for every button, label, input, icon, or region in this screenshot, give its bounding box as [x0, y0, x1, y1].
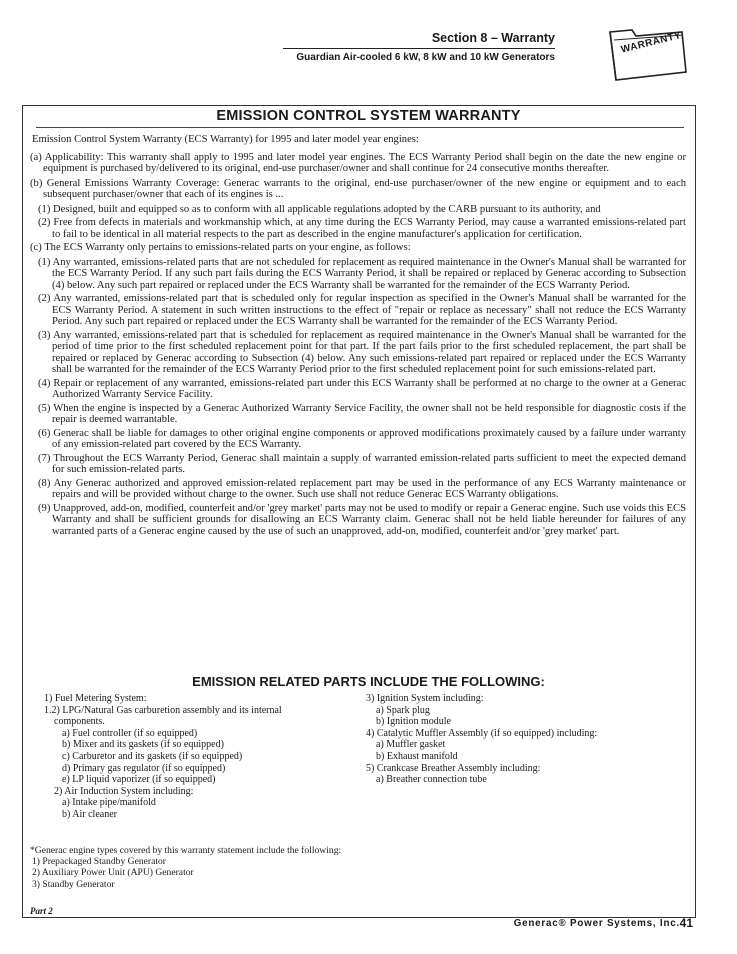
warranty-paragraph: (2) Any warranted, emissions-related part that is scheduled only for regular inspection as specified in the Owner's Manual shall be warranted for the ECS Warranty Period. A statement in such written instructions to the effect of "repair or replace as necessary" shall not reduce the ECS Warranty Period. Any such part repaired or replaced under the ECS Warranty shall be warranted for the remainder of the ECS Warranty Period. — [38, 293, 686, 327]
warranty-paragraph: (1) Designed, built and equipped so as to conform with all applicable regulations adopted by the CARB pursuant to its authority, and — [38, 203, 601, 215]
parts-list-item: b) Exhaust manifold — [376, 750, 458, 762]
parts-list-item: 2) Air Induction System including: — [54, 785, 194, 797]
warranty-paragraph: (9) Unapproved, add-on, modified, counterfeit and/or 'grey market' parts may not be used to modify or repair a Generac engine. Such use voids this ECS Warranty and shall be sufficient grounds for disallowing an ECS Warranty claim. Generac shall not be held liable hereunder for failures of any warranted parts of a Generac engine caused by the use of such an unapproved, add-on, modified, counterfeit and/or 'grey market' part. — [38, 502, 686, 537]
parts-list-item: 4) Catalytic Muffler Assembly (if so equipped) including: — [366, 727, 598, 739]
warranty-paragraph: (8) Any Generac authorized and approved emission-related replacement part may be used in the performance of any ECS Warranty maintenance or repairs and will be provided without charge to the owner. Such use shall not reduce Generac ECS Warranty obligations. — [38, 477, 686, 500]
parts-list-item: b) Air cleaner — [62, 808, 117, 820]
footer-company: Generac® Power Systems, Inc. — [513, 918, 680, 929]
section-subtitle: Guardian Air-cooled 6 kW, 8 kW and 10 kW Generators — [296, 52, 555, 63]
warranty-paragraph: (6) Generac shall be liable for damages to other original engine components or approved modifications proximately caused by a failure under warranty of any emission-related part covered by the ECS Warranty. — [38, 427, 686, 450]
engine-type-item: 2) Auxiliary Power Unit (APU) Generator — [32, 867, 194, 879]
section-title: Section 8 – Warranty — [431, 31, 555, 45]
warranty-paragraph: (5) When the engine is inspected by a Generac Authorized Warranty Service Facility, the owner shall not be held responsible for diagnostic costs if the repair is deemed warrantable. — [38, 402, 686, 425]
warranty-paragraph: (c) The ECS Warranty only pertains to emissions-related parts on your engine, as follows: — [30, 242, 411, 253]
parts-list-item: d) Primary gas regulator (if so equipped) — [62, 762, 226, 774]
engine-type-item: 3) Standby Generator — [32, 878, 115, 890]
engine-types — [30, 845, 670, 890]
parts-heading: EMISSION RELATED PARTS INCLUDE THE FOLLOWING: — [192, 674, 545, 689]
parts-list-item: 3) Ignition System including: — [366, 693, 484, 704]
section-title-underline — [283, 48, 555, 49]
parts-list-item: c) Carburetor and its gaskets (if so equipped) — [62, 750, 243, 762]
warranty-intro: Emission Control System Warranty (ECS Warranty) for 1995 and later model year engines: — [32, 134, 419, 145]
engine-type-item: 1) Prepackaged Standby Generator — [32, 856, 166, 868]
parts-list-item: 1.2) LPG/Natural Gas carburetion assembly and its internal — [44, 704, 282, 716]
parts-list-item: components. — [54, 716, 105, 728]
parts-list-left — [44, 693, 344, 821]
page-number: 41 — [679, 916, 693, 930]
parts-list-item: a) Fuel controller (if so equipped) — [62, 727, 198, 739]
parts-list-item: b) Ignition module — [376, 716, 451, 728]
parts-list-item: 5) Crankcase Breather Assembly including: — [366, 762, 541, 774]
warranty-paragraph: (a) Applicability: This warranty shall apply to 1995 and later model year engines. The ECS Warranty Period shall begin on the date the new engine or equipment is purchased by/delivered to its original, end-use purchaser/owner and shall continue for 24 consecutive months thereafter. — [30, 151, 686, 174]
engine-types-intro: *Generac engine types covered by this warranty statement include the following: — [30, 845, 342, 856]
parts-list-right — [366, 693, 676, 786]
parts-list-item: 1) Fuel Metering System: — [44, 693, 147, 704]
parts-list-item: a) Intake pipe/manifold — [62, 797, 156, 809]
main-heading: EMISSION CONTROL SYSTEM WARRANTY — [216, 108, 521, 124]
warranty-paragraph: (4) Repair or replacement of any warranted, emissions-related part under this ECS Warranty shall be performed at no charge to the owner at a Generac Authorized Warranty Service Facility. — [38, 377, 686, 400]
warranty-paragraphs — [30, 152, 686, 538]
warranty-body — [30, 134, 686, 539]
warranty-paragraph: (7) Throughout the ECS Warranty Period, Generac shall maintain a supply of warranted emission-related parts sufficient to meet the expected demand for such emission-related parts. — [38, 452, 686, 475]
footer-part-label: Part 2 — [30, 906, 53, 916]
warranty-paragraph: (2) Free from defects in materials and workmanship which, at any time during the ECS Warranty Period, may cause a warranted emissions-related part to fail to be identical in all material respects to the part as described in the engine manufacturer's application for certification. — [38, 217, 686, 240]
parts-list-item: a) Spark plug — [376, 704, 430, 716]
parts-list-item: b) Mixer and its gaskets (if so equipped) — [62, 739, 224, 751]
warranty-paragraph: (b) General Emissions Warranty Coverage: Generac warrants to the original, end-use purchaser/owner of the new engine or equipment and to each subsequent purchaser/owner that each of its engines is ... — [30, 177, 686, 200]
warranty-paragraph: (3) Any warranted, emissions-related part that is scheduled for replacement as required maintenance in the Owner's Manual shall be warranted for the period of time prior to the first scheduled replacement point for that part. If the part fails prior to the first scheduled replacement, the part shall be repaired or replaced by Generac according to Subsection (4) below. Any such emissions-related part repaired or replaced under the ECS Warranty shall be warranted for the remainder of the ECS Warranty Period prior to the first scheduled replacement point for such emissions-related part. — [38, 329, 686, 375]
warranty-paragraph: (1) Any warranted, emissions-related parts that are not scheduled for replacement as required maintenance in the Owner's Manual shall be warranted for the ECS Warranty Period. If any such part fails during the ECS Warranty Period, it shall be repaired or replaced by Generac according to Subsection (4) below. Any such part repaired or replaced under the ECS Warranty shall be warranted for the remainder of the ECS Warranty Period. — [38, 256, 686, 291]
engine-types-list — [30, 856, 670, 890]
parts-list-item: a) Muffler gasket — [376, 739, 446, 751]
parts-list-item: a) Breather connection tube — [376, 774, 487, 786]
heading-rule — [36, 127, 684, 128]
parts-list-item: e) LP liquid vaporizer (if so equipped) — [62, 774, 216, 786]
warranty-icon-label: WARRANTY — [620, 30, 683, 56]
